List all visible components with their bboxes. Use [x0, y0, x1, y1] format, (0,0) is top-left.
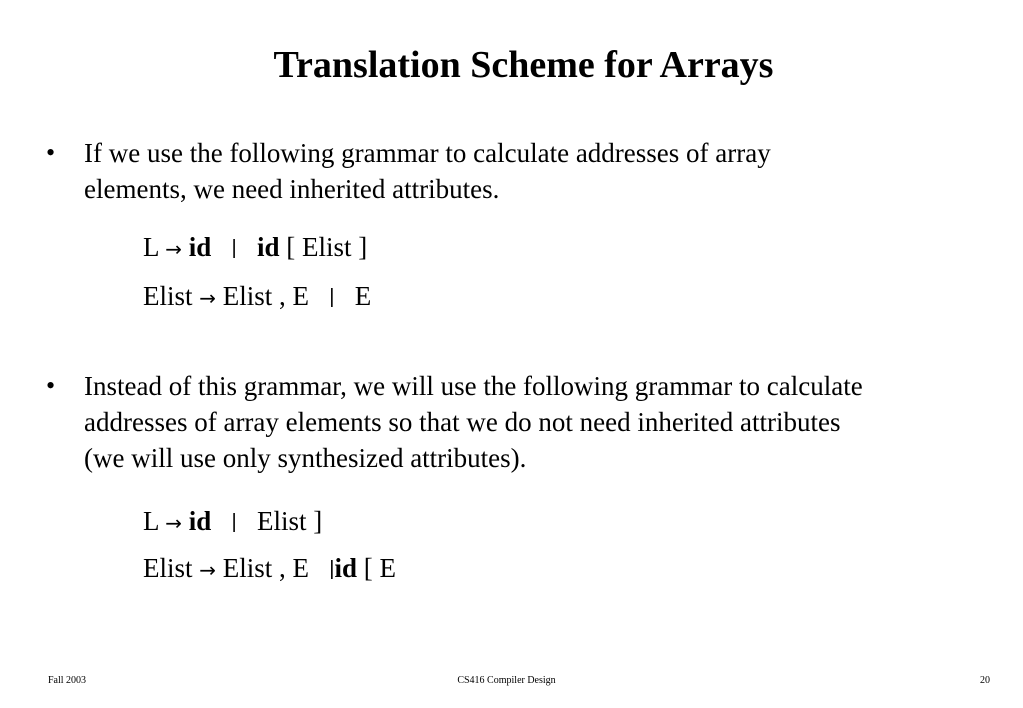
arrow-icon: → — [199, 558, 217, 582]
bullet-marker-1: • — [46, 138, 56, 167]
grammar2-rule1 — [143, 504, 322, 541]
arrow-icon: → — [199, 286, 217, 310]
rule-alt1: id — [188, 506, 212, 536]
rule-alt2-rest: [ Elist ] — [286, 232, 368, 262]
rule-lhs: Elist — [143, 281, 193, 311]
alternation-bar: | — [329, 558, 335, 580]
bullet-2-line-1: Instead of this grammar, we will use the following grammar to calculate — [84, 371, 863, 401]
bullet-2-line-2: addresses of array elements so that we do not need inherited attributes — [84, 407, 841, 437]
rule-alt2: Elist ] — [257, 506, 323, 536]
arrow-icon: → — [165, 511, 183, 535]
grammar1-rule1 — [143, 230, 367, 267]
rule-alt2-rest: [ E — [363, 553, 396, 583]
bullet-2-line-3: (we will use only synthesized attributes). — [84, 443, 527, 473]
grammar1-rule2 — [143, 279, 371, 316]
alternation-bar: | — [231, 237, 237, 259]
bullet-1-line-1: If we use the following grammar to calculate addresses of array — [84, 138, 771, 168]
rule-alt2-keyword: id — [334, 553, 358, 583]
rule-alt2-keyword: id — [257, 232, 280, 262]
alternation-bar: | — [329, 286, 335, 308]
bullet-2-text — [84, 368, 1014, 476]
rule-lhs: L — [143, 506, 159, 536]
footer-page-number: 20 — [980, 675, 990, 686]
bullet-1-text — [84, 135, 1014, 207]
bullet-marker-2: • — [46, 371, 56, 400]
rule-alt1: Elist , E — [222, 553, 310, 583]
bullet-1-line-2: elements, we need inherited attributes. — [84, 174, 500, 204]
rule-lhs: L — [143, 232, 159, 262]
arrow-icon: → — [165, 237, 183, 261]
rule-lhs: Elist — [143, 553, 193, 583]
rule-alt2: E — [354, 281, 372, 311]
alternation-bar: | — [231, 511, 237, 533]
rule-alt1: Elist , E — [222, 281, 310, 311]
rule-alt1: id — [188, 232, 212, 262]
grammar2-rule2 — [143, 551, 396, 588]
footer-course: CS416 Compiler Design — [457, 675, 556, 686]
footer-date: Fall 2003 — [48, 675, 87, 686]
slide-title: Translation Scheme for Arrays — [273, 44, 774, 86]
